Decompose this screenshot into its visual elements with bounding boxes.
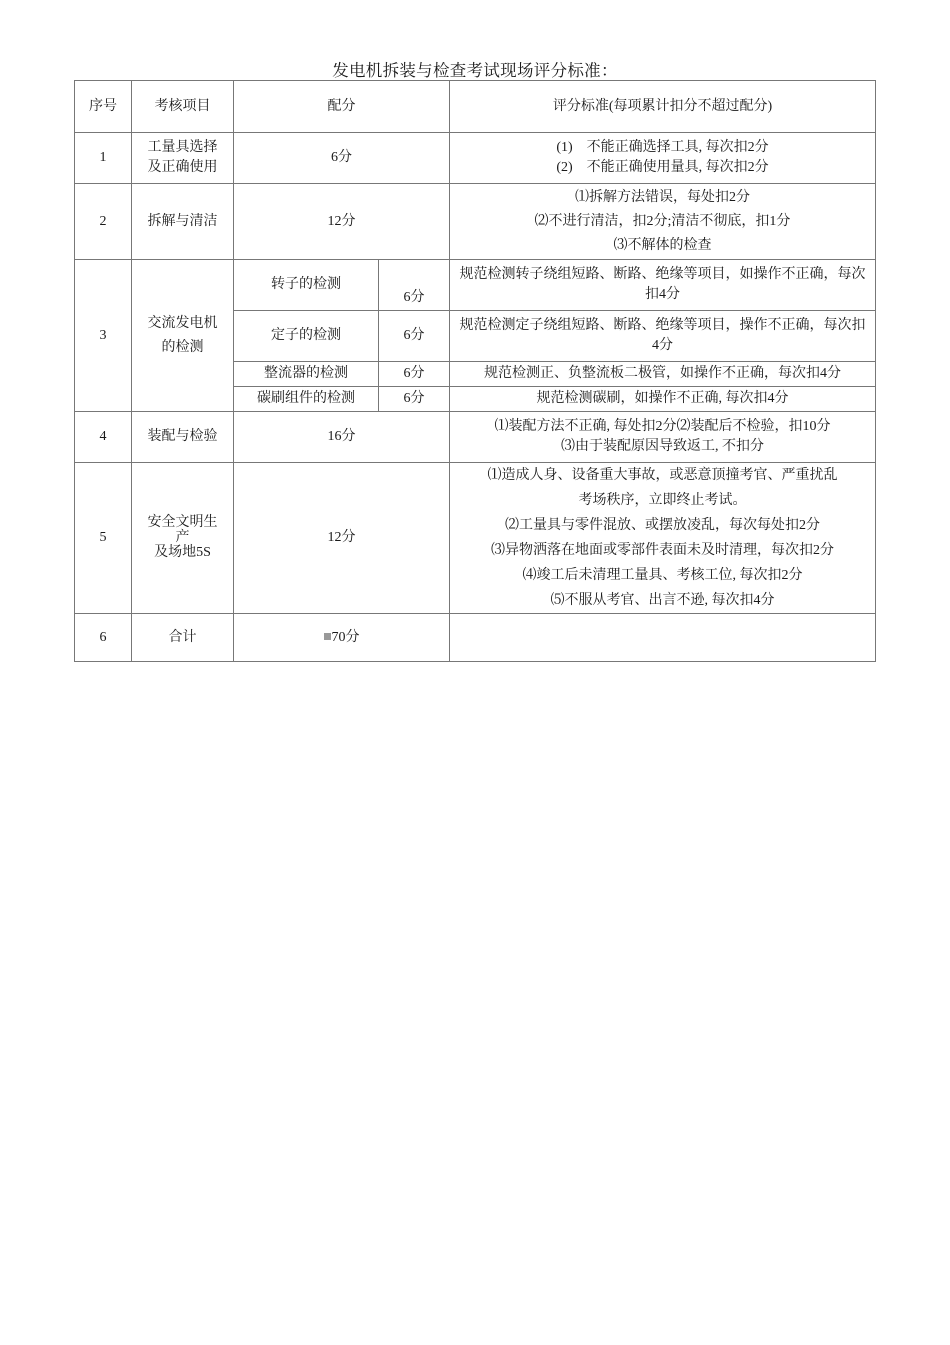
row-no: 1 xyxy=(75,133,132,184)
row-item xyxy=(132,133,234,184)
sub-item-criteria: 规范检测正、负整流板二极管，如操作不正确，每次扣4分 xyxy=(450,362,876,387)
row-no: 4 xyxy=(75,412,132,463)
row-score xyxy=(234,614,450,662)
row-item-line: 交流发电机 xyxy=(147,315,218,331)
total-score: 70分 xyxy=(331,629,360,645)
row-item: 合计 xyxy=(132,614,234,662)
criteria-line: ⑴造成人身、设备重大事故，或恶意顶撞考官、严重扰乱 xyxy=(487,468,838,483)
criteria-line: ⑸不服从考官、出言不逊, 每次扣4分 xyxy=(550,593,775,608)
criteria-line: (2) 不能正确使用量具, 每次扣2分 xyxy=(556,160,769,175)
row-criteria xyxy=(450,412,876,463)
criteria-line: ⑵不进行清洁，扣2分;清洁不彻底，扣1分 xyxy=(534,213,791,229)
square-marker-icon xyxy=(324,633,331,640)
row-criteria xyxy=(450,614,876,662)
row-no: 3 xyxy=(75,260,132,412)
row-score: 6分 xyxy=(234,133,450,184)
sub-item-criteria: 规范检测转子绕组短路、断路、绝缘等项目，如操作不正确，每次扣4分 xyxy=(450,260,876,311)
row-item: 拆解与清洁 xyxy=(132,184,234,260)
sub-item-name: 定子的检测 xyxy=(234,311,379,362)
sub-item-criteria: 规范检测定子绕组短路、断路、绝缘等项目，操作不正确，每次扣4分 xyxy=(450,311,876,362)
row-item xyxy=(132,260,234,412)
table-row xyxy=(75,184,876,260)
row-item-line: 及场地5S xyxy=(154,545,211,560)
sub-item-score: 6分 xyxy=(379,260,450,311)
criteria-line: 考场秩序，立即终止考试。 xyxy=(578,493,747,508)
row-item-line: 安全文明生 xyxy=(147,515,218,530)
row-item-line: 工量具选择 xyxy=(147,140,218,155)
sub-item-score: 6分 xyxy=(379,387,450,412)
row-no: 2 xyxy=(75,184,132,260)
criteria-line: (1) 不能正确选择工具, 每次扣2分 xyxy=(556,140,769,155)
sub-item-criteria: 规范检测碳刷，如操作不正确, 每次扣4分 xyxy=(450,387,876,412)
criteria-line: ⑵工量具与零件混放、或摆放凌乱，每次每处扣2分 xyxy=(505,518,820,533)
header-no: 序号 xyxy=(75,81,132,133)
table-row-total xyxy=(75,614,876,662)
criteria-line: ⑷竣工后未清理工量具、考核工位, 每次扣2分 xyxy=(522,568,803,583)
criteria-line: ⑴装配方法不正确, 每处扣2分⑵装配后不检验，扣10分 xyxy=(494,419,831,434)
scoring-table xyxy=(74,80,876,662)
row-criteria xyxy=(450,184,876,260)
sub-item-score: 6分 xyxy=(379,362,450,387)
sub-item-score: 6分 xyxy=(379,311,450,362)
row-item: 装配与检验 xyxy=(132,412,234,463)
criteria-line: ⑶不解体的检查 xyxy=(613,237,712,253)
row-no: 6 xyxy=(75,614,132,662)
table-row xyxy=(75,260,876,311)
page-title: 发电机拆装与检查考试现场评分标准： xyxy=(332,61,618,80)
row-no: 5 xyxy=(75,463,132,614)
row-item-line: 产 xyxy=(175,530,190,545)
header-criteria: 评分标准(每项累计扣分不超过配分) xyxy=(450,81,876,133)
criteria-line: ⑶由于装配原因导致返工, 不扣分 xyxy=(561,439,764,454)
table-row xyxy=(75,133,876,184)
row-item-line: 及正确使用 xyxy=(147,160,218,175)
sub-item-name: 碳刷组件的检测 xyxy=(234,387,379,412)
header-item: 考核项目 xyxy=(132,81,234,133)
sub-item-name: 整流器的检测 xyxy=(234,362,379,387)
criteria-line: ⑴拆解方法错误，每处扣2分 xyxy=(575,189,750,205)
row-item xyxy=(132,463,234,614)
table-header-row xyxy=(75,81,876,133)
sub-item-name: 转子的检测 xyxy=(234,260,379,311)
table-row xyxy=(75,463,876,614)
criteria-line: ⑶异物洒落在地面或零部件表面未及时清理，每次扣2分 xyxy=(491,543,834,558)
row-criteria xyxy=(450,463,876,614)
row-item-line: 的检测 xyxy=(161,339,204,355)
row-criteria xyxy=(450,133,876,184)
table-row xyxy=(75,412,876,463)
row-score: 12分 xyxy=(234,184,450,260)
row-score: 12分 xyxy=(234,463,450,614)
header-score: 配分 xyxy=(234,81,450,133)
row-score: 16分 xyxy=(234,412,450,463)
